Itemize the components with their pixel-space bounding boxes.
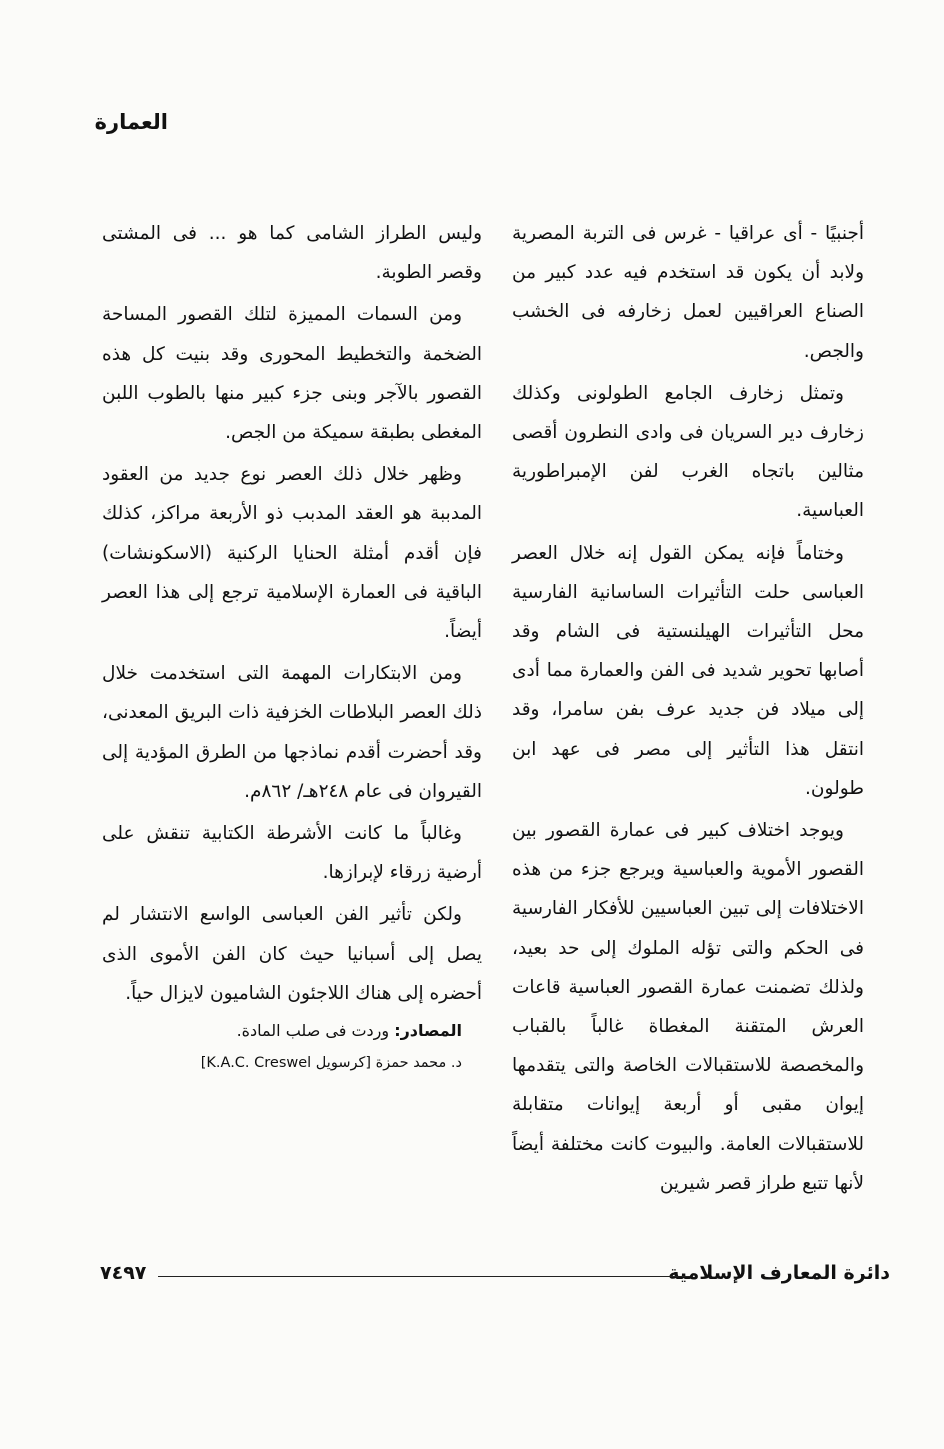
sources-label: المصادر: [394, 1021, 462, 1041]
author-credit: د. محمد حمزة [كرسويل K.A.C. Creswel] [200, 1055, 462, 1072]
page-number: ٧٤٩٧ [100, 1262, 147, 1284]
paragraph: أجنبيًا - أى عراقيا - غرس فى التربة المصرية ولابد أن يكون قد استخدم فيه عدد كبير من الصناع العراقيين لعمل زخارفه فى الخشب والجص. [512, 223, 864, 362]
paragraph: ولكن تأثير الفن العباسى الواسع الانتشار لم يصل إلى أسبانيا حيث كان الفن الأموى الذى أحضره إلى هناك اللاجئون الشاميون لايزال حياً. [102, 904, 482, 1004]
paragraph: وليس الطراز الشامى كما هو ... فى المشتى وقصر الطوبة. [102, 223, 482, 284]
paragraph: وظهر خلال ذلك العصر نوع جديد من العقود المدببة هو العقد المدبب ذو الأربعة مراكز، كذلك فإن أقدم أمثلة الحنايا الركنية (الاسكونشات) الباقية فى العمارة الإسلامية ترجع إلى هذا العصر أيضاً. [102, 464, 482, 643]
page-footer [100, 1262, 890, 1292]
right-column [512, 214, 864, 1206]
left-column [102, 214, 482, 1080]
sources-line [102, 1016, 482, 1046]
sources-text: وردت فى صلب المادة. [236, 1021, 390, 1041]
paragraph: وختاماً فإنه يمكن القول إنه خلال العصر العباسى حلت التأثيرات الساسانية الفارسية محل التأثيرات الهيلنستية فى الشام وقد أصابها تحوير شديد فى الفن والعمارة مما أدى إلى ميلاد فن جديد عرف بفن سامرا، وقد انتقل هذا التأثير إلى مصر فى عهد ابن طولون. [512, 542, 864, 799]
paragraph: ومن الابتكارات المهمة التى استخدمت خلال ذلك العصر البلاطات الخزفية ذات البريق المعدنى، وقد أحضرت أقدم نماذجها من الطرق المؤدية إلى القيروان فى عام ٢٤٨هـ/ ٨٦٢م. [102, 663, 482, 802]
paragraph: وغالباً ما كانت الأشرطة الكتابية تنقش على أرضية زرقاء لإبرازها. [102, 823, 482, 884]
running-header-title: العمارة [94, 110, 168, 134]
footer-title: دائرة المعارف الإسلامية [668, 1262, 890, 1284]
paragraph: ويوجد اختلاف كبير فى عمارة القصور بين القصور الأموية والعباسية ويرجع جزء من هذه الاختلافات إلى تبين العباسيين للأفكار الفارسية فى الحكم والتى تؤله الملوك إلى حد بعيد، ولذلك تضمنت عمارة القصور العباسية قاعات العرش المتقنة المغطاة غالباً بالقباب والمخصصة للاستقبالات الخاصة والتى يتقدمها إيوان مقبى أو أربعة إيوانات متقابلة للاستقبالات العامة. والبيوت كانت مختلفة أيضاً لأنها تتبع طراز قصر شيرين [512, 820, 864, 1194]
paragraph: ومن السمات المميزة لتلك القصور المساحة الضخمة والتخطيط المحورى وقد بنيت كل هذه القصور بالآجر وبنى جزء كبير منها بالطوب اللبن المغطى بطبقة سميكة من الجص. [102, 304, 482, 444]
paragraph: وتمثل زخارف الجامع الطولونى وكذلك زخارف دير السريان فى وادى النطرون أقصى مثالين باتجاه الغرب لفن الإمبراطورية العباسية. [512, 382, 864, 522]
footer-rule [158, 1276, 690, 1277]
